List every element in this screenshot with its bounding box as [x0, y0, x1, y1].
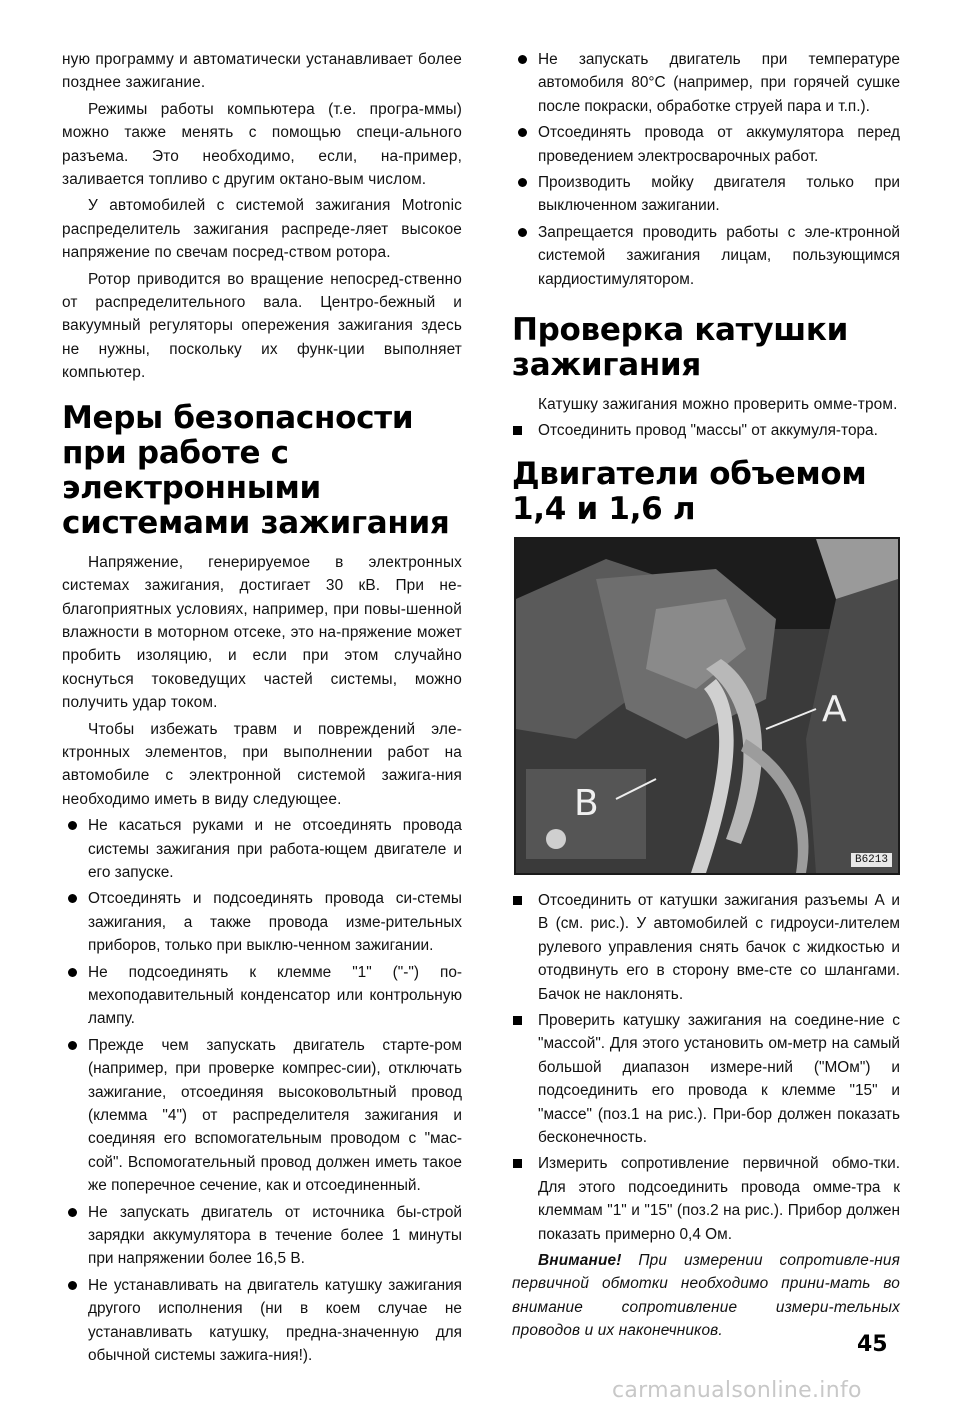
watermark: carmanualsonline.info: [612, 1378, 862, 1403]
photo-label-a: A: [822, 688, 847, 730]
warning-text: При измерении сопротивле-ния первичной обмотки необходимо прини-мать во внимание сопротивление измери-тельных проводов и их наконечников.: [512, 1251, 900, 1340]
photo-label-b: B: [574, 782, 599, 824]
section-heading-safety: Меры безопасности при работе с электронными системами зажигания: [62, 399, 450, 541]
step-list: [512, 419, 900, 442]
right-column: [512, 48, 900, 1346]
warning-note: [512, 1249, 900, 1343]
safety-bullet-list-continued: [512, 48, 900, 291]
paragraph: У автомобилей с системой зажигания Motronic распределитель зажигания распреде-ляет высокое напряжение по свечам посред-ством ротора.: [62, 197, 462, 262]
list-item: Измерить сопротивление первичной обмо-тки. Для этого подсоединить провода омме-тра к клеммам "1" и "15" (поз.2 на рис.). Прибор должен показать примерно 0,4 Ом.: [512, 1152, 900, 1246]
list-item: Проверить катушку зажигания на соедине-ние с "массой". Для этого установить ом-метр на самый большой диапазон измере-ний ("МОм") и подсоединить его провода к клемме "15" и "массе" (поз.1 на рис.). При-бор должен показать бесконечность.: [512, 1009, 900, 1149]
safety-bullet-list: [62, 814, 462, 1367]
list-item: Производить мойку двигателя только при выключенном зажигании.: [512, 171, 900, 218]
left-column: [62, 48, 462, 1371]
list-item: Не устанавливать на двигатель катушку зажигания другого исполнения (ни в коем случае не устанавливать катушку, предна-значенную для обычной системы зажига-ния!).: [62, 1274, 462, 1368]
list-item: Не касаться руками и не отсоединять провода системы зажигания при работа-ющем двигателе и его запуске.: [62, 814, 462, 884]
list-item: Не подсоединять к клемме "1" ("-") по-мехоподавительный конденсатор или контрольную лампу.: [62, 961, 462, 1031]
step-list: [512, 889, 900, 1246]
paragraph: Ротор приводится во вращение непосред-ственно от распределительного вала. Центро-бежный и вакуумный регуляторы опережения зажигания здесь не нужны, поскольку их функ-ции выполняет компьютер.: [62, 270, 462, 382]
paragraph: Режимы работы компьютера (т.е. програ-ммы) можно также менять с помощью специ-ального разъема. Это необходимо, если, на-пример, заливается топливо с другим октано-вым числом.: [62, 100, 462, 189]
list-item: Не запускать двигатель от источника бы-строй зарядки аккумулятора в течение более 1 минуты при напряжении более 16,5 В.: [62, 1201, 462, 1271]
list-item: Отсоединять провода от аккумулятора перед проведением электросварочных работ.: [512, 121, 900, 168]
paragraph: Чтобы избежать травм и повреждений эле-ктронных элементов, при выполнении работ на автомобиле с электронной системой зажига-ния необходимо иметь в виду следующее.: [62, 720, 462, 808]
paragraph: Катушку зажигания можно проверить омме-тром.: [538, 396, 898, 414]
section-heading-coil-check: Проверка катушки зажигания: [512, 312, 849, 384]
list-item: Не запускать двигатель при температуре автомобиля 80°С (например, при горячей сушке после покраски, обработке струей пара и т.п.).: [512, 48, 900, 118]
paragraph: Напряжение, генерируемое в электронных системах зажигания, достигает 30 кВ. При не-благоприятных условиях, например, при повы-шенной влажности в моторном отсеке, это на-пряжение может пробить изоляцию, и если при этом случайно коснуться токоведущих частей системы, можно получить удар током.: [62, 553, 462, 712]
page-number: 45: [857, 1332, 888, 1357]
warning-label: Внимание!: [538, 1251, 622, 1269]
paragraph: ную программу и автоматически устанавливает более позднее зажигание.: [62, 51, 462, 92]
list-item: Прежде чем запускать двигатель старте-ром (например, при проверке компрес-сии), отключать зажигание, отсоединяя высоковольтный провод (клемма "4") от распределителя зажигания и соединяя его вспомогательным проводом с "мас-сой". Вспомогательный провод должен иметь такое же поперечное сечение, как и отсоединенный.: [62, 1034, 462, 1198]
list-item: Отсоединять и подсоединять провода си-стемы зажигания, а также провода изме-рительных приборов, только при выклю-ченном зажигании.: [62, 887, 462, 957]
ignition-coil-photo: [514, 537, 900, 875]
section-heading-engines: Двигатели объемом 1,4 и 1,6 л: [512, 455, 867, 527]
list-item: Запрещается проводить работы с эле-ктронной системой зажигания лицам, пользующимся кардиостимулятором.: [512, 221, 900, 291]
photo-code: B6213: [851, 853, 892, 867]
list-item: Отсоединить провод "массы" от аккумуля-тора.: [512, 419, 900, 442]
list-item: Отсоединить от катушки зажигания разъемы А и В (см. рис.). У автомобилей с гидроуси-лителем рулевого управления снять бачок с жидкостью и отодвинуть его в сторону вме-сте со шлангами. Бачок не наклонять.: [512, 889, 900, 1006]
